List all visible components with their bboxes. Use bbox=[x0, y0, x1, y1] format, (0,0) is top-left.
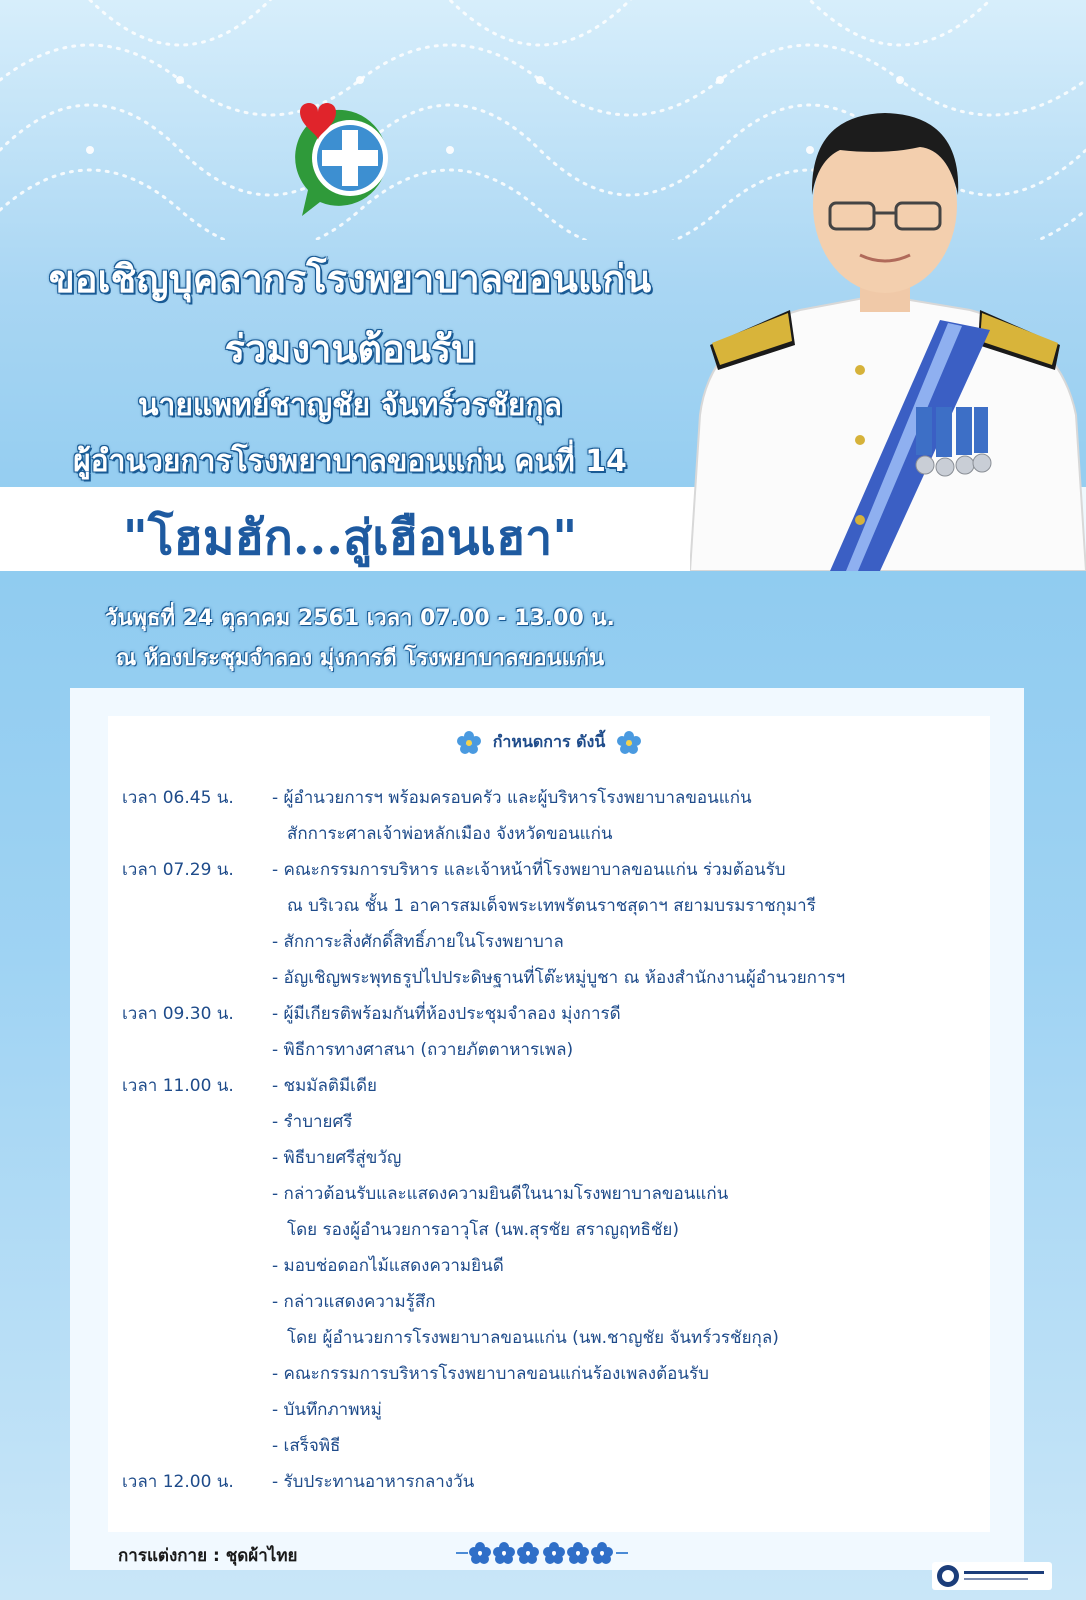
schedule-text: ณ บริเวณ ชั้น 1 อาคารสมเด็จพระเทพรัตนราชสุดาฯ สยามบรมราชกุมารี bbox=[287, 896, 816, 916]
director-portrait bbox=[690, 95, 1086, 571]
schedule-time: เวลา 07.29 น. bbox=[122, 860, 234, 880]
schedule-text: - กล่าวต้อนรับและแสดงความยินดีในนามโรงพยาบาลขอนแก่น bbox=[272, 1184, 729, 1204]
schedule-text: - เสร็จพิธี bbox=[272, 1436, 341, 1456]
schedule-row bbox=[122, 816, 982, 852]
schedule-title: กำหนดการ ดังนี้ bbox=[492, 732, 606, 751]
schedule-text: สักการะศาลเจ้าพ่อหลักเมือง จังหวัดขอนแก่น bbox=[287, 824, 613, 844]
schedule-row bbox=[122, 1464, 982, 1500]
flower-icon bbox=[617, 731, 641, 755]
director-title: ผู้อำนวยการโรงพยาบาลขอนแก่น คนที่ 14 bbox=[73, 444, 627, 479]
schedule-row bbox=[122, 1032, 982, 1068]
schedule-row bbox=[122, 996, 982, 1032]
organization-logo-icon bbox=[932, 1562, 1052, 1590]
schedule-time: เวลา 09.30 น. bbox=[122, 1004, 234, 1024]
schedule-row bbox=[122, 1104, 982, 1140]
schedule-row bbox=[122, 1320, 982, 1356]
schedule-row bbox=[122, 960, 982, 996]
schedule-text: - บันทึกภาพหมู่ bbox=[272, 1400, 382, 1420]
schedule-row bbox=[122, 924, 982, 960]
schedule-time: เวลา 12.00 น. bbox=[122, 1472, 234, 1492]
schedule-text: - ผู้มีเกียรติพร้อมกันที่ห้องประชุมจำลอง มุ่งการดี bbox=[272, 1004, 621, 1024]
schedule-text: - พิธีการทางศาสนา (ถวายภัตตาหารเพล) bbox=[272, 1040, 574, 1060]
schedule-text: - พิธีบายศรีสู่ขวัญ bbox=[272, 1148, 402, 1168]
schedule-text: โดย รองผู้อำนวยการอาวุโส (นพ.สุรชัย สราญฤทธิชัย) bbox=[287, 1220, 680, 1240]
slogan: "โฮมฮัก...สู่เฮือนเฮา" bbox=[122, 510, 578, 566]
schedule-row bbox=[122, 1392, 982, 1428]
schedule-time: เวลา 11.00 น. bbox=[122, 1076, 234, 1096]
schedule-row bbox=[122, 1212, 982, 1248]
schedule-text: - ผู้อำนวยการฯ พร้อมครอบครัว และผู้บริหารโรงพยาบาลขอนแก่น bbox=[272, 788, 752, 808]
schedule-text: - รำบายศรี bbox=[272, 1112, 353, 1132]
schedule-text: - รับประทานอาหารกลางวัน bbox=[272, 1472, 475, 1492]
flower-icon bbox=[457, 731, 481, 755]
schedule-row bbox=[122, 780, 982, 816]
schedule-text: - กล่าวแสดงความรู้สึก bbox=[272, 1292, 436, 1312]
schedule-row bbox=[122, 1068, 982, 1104]
schedule-text: - ชมมัลติมีเดีย bbox=[272, 1076, 377, 1096]
schedule-text: - มอบช่อดอกไม้แสดงความยินดี bbox=[272, 1256, 504, 1276]
dress-code: การแต่งกาย : ชุดผ้าไทย bbox=[118, 1546, 298, 1566]
event-date-time: วันพุธที่ 24 ตุลาคม 2561 เวลา 07.00 - 13.00 น. bbox=[105, 606, 615, 631]
schedule-list bbox=[122, 780, 982, 1500]
schedule-text: - คณะกรรมการบริหารโรงพยาบาลขอนแก่นร้องเพลงต้อนรับ bbox=[272, 1364, 709, 1384]
invitation-line-2: ร่วมงานต้อนรับ bbox=[224, 327, 476, 371]
schedule-row bbox=[122, 1356, 982, 1392]
director-name: นายแพทย์ชาญชัย จันทร์วรชัยกุล bbox=[138, 388, 562, 423]
schedule-row bbox=[122, 1140, 982, 1176]
schedule-row bbox=[122, 852, 982, 888]
organization-badge bbox=[932, 1562, 1052, 1590]
schedule-row bbox=[122, 1248, 982, 1284]
schedule-text: - คณะกรรมการบริหาร และเจ้าหน้าที่โรงพยาบาลขอนแก่น ร่วมต้อนรับ bbox=[272, 860, 786, 880]
schedule-text: - อัญเชิญพระพุทธรูปไปประดิษฐานที่โต๊ะหมู่บูชา ณ ห้องสำนักงานผู้อำนวยการฯ bbox=[272, 968, 846, 988]
schedule-row bbox=[122, 888, 982, 924]
schedule-text: โดย ผู้อำนวยการโรงพยาบาลขอนแก่น (นพ.ชาญชัย จันทร์วรชัยกุล) bbox=[287, 1328, 779, 1348]
schedule-text: - สักการะสิ่งศักดิ์สิทธิ์ภายในโรงพยาบาล bbox=[272, 932, 564, 952]
schedule-heading bbox=[108, 730, 990, 755]
flower-border-icon bbox=[452, 1540, 632, 1566]
schedule-row bbox=[122, 1428, 982, 1464]
hospital-logo bbox=[280, 92, 410, 222]
schedule-row bbox=[122, 1176, 982, 1212]
event-venue: ณ ห้องประชุมจำลอง มุ่งการดี โรงพยาบาลขอนแก่น bbox=[115, 646, 605, 671]
schedule-time: เวลา 06.45 น. bbox=[122, 788, 234, 808]
invitation-line-1: ขอเชิญบุคลากรโรงพยาบาลขอนแก่น bbox=[48, 257, 652, 301]
schedule-row bbox=[122, 1284, 982, 1320]
